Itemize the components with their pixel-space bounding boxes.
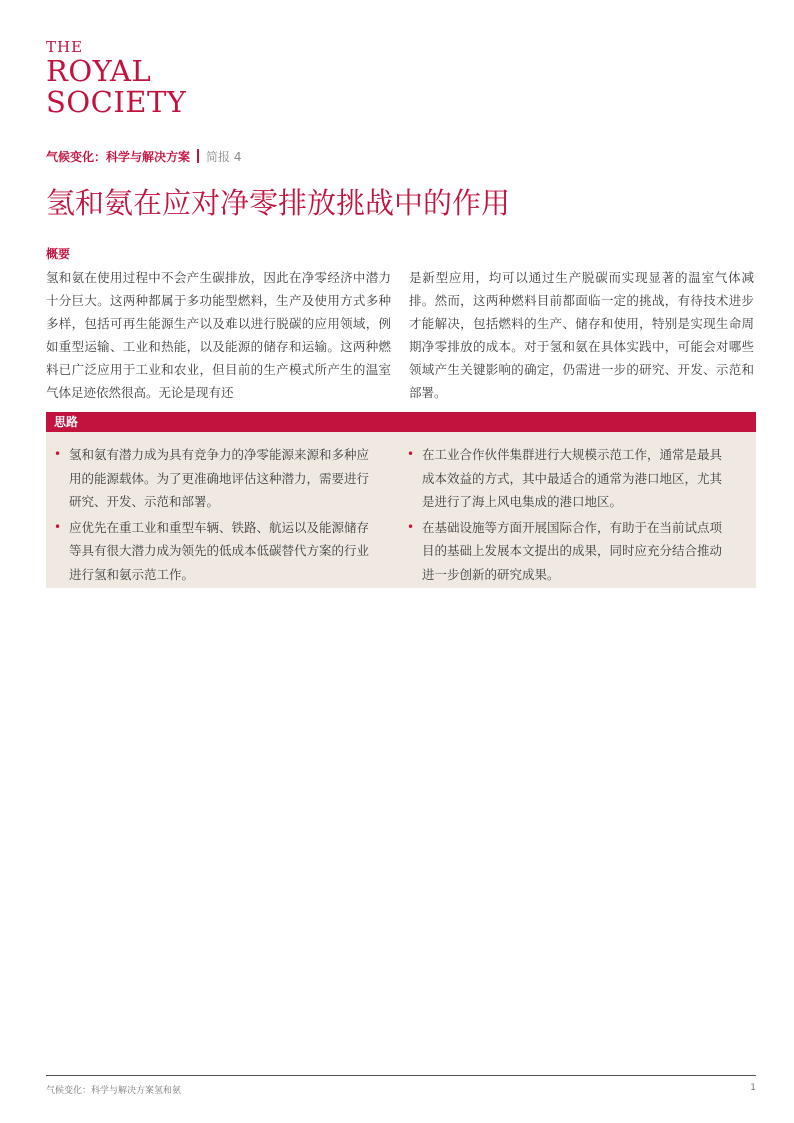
bullet-icon: •	[407, 519, 415, 534]
footer-text: 气候变化：科学与解决方案氢和氨	[46, 1086, 182, 1096]
series-issue: 简报 4	[206, 150, 242, 164]
list-item-text: 在基础设施等方面开展国际合作，有助于在当前试点项目的基础上发展本文提出的成果，同时应充分结合推动进一步创新的研究成果。	[422, 519, 723, 582]
key-points-box	[46, 412, 756, 588]
series-separator	[197, 149, 199, 163]
page-title: 氢和氨在应对净零排放挑战中的作用	[46, 186, 511, 220]
list-item	[54, 516, 376, 587]
logo-line-royal: ROYAL	[46, 54, 152, 88]
bullet-icon: •	[54, 519, 62, 534]
series-line	[46, 149, 241, 165]
list-item	[407, 516, 729, 587]
summary-column-2: 是新型应用，均可以通过生产脱碳而实现显著的温室气体减排。然而，这两种燃料目前都面临一定的挑战，有待技术进步才能解决，包括燃料的生产、储存和使用，特别是实现生命周期净零排放的成本。对于氢和氨在具体实践中，可能会对哪些领域产生关键影响的确定，仍需进一步的研究、开发、示范和部署。	[409, 270, 754, 400]
series-title: 气候变化：科学与解决方案	[46, 150, 191, 164]
bullet-icon: •	[54, 447, 62, 461]
key-points-heading: 思路	[46, 412, 756, 432]
list-item-text: 应优先在重工业和重型车辆、铁路、航运以及能源储存等具有很大潜力成为领先的低成本低碳替代方案的行业进行氢和氨示范工作。	[69, 519, 370, 582]
key-points-column-left	[54, 443, 376, 588]
summary-heading: 概要	[46, 247, 71, 261]
list-item	[54, 443, 376, 514]
list-item-text: 在工业合作伙伴集群进行大规模示范工作，通常是最具成本效益的方式，其中最适合的通常为港口地区，尤其是进行了海上风电集成的港口地区。	[422, 447, 723, 509]
list-item-text: 氢和氨有潜力成为具有竞争力的净零能源来源和多种应用的能源载体。为了更准确地评估这种潜力，需要进行研究、开发、示范和部署。	[69, 447, 370, 509]
logo-line-society: SOCIETY	[46, 85, 187, 119]
page-number: 1	[750, 1083, 756, 1093]
footer-divider	[46, 1075, 756, 1076]
logo-line-the: THE	[46, 38, 84, 56]
bullet-icon: •	[407, 447, 415, 461]
key-points-column-right	[407, 443, 729, 588]
summary-column-1: 氢和氨在使用过程中不会产生碳排放，因此在净零经济中潜力十分巨大。这两种都属于多功能型燃料，生产及使用方式多种多样，包括可再生能源生产以及难以进行脱碳的应用领域，例如重型运输、工业和热能，以及能源的储存和运输。这两种燃料已广泛应用于工业和农业，但目前的生产模式所产生的温室气体足迹依然很高。无论是现有还	[46, 270, 391, 400]
royal-society-logo	[46, 40, 186, 117]
list-item	[407, 443, 729, 514]
